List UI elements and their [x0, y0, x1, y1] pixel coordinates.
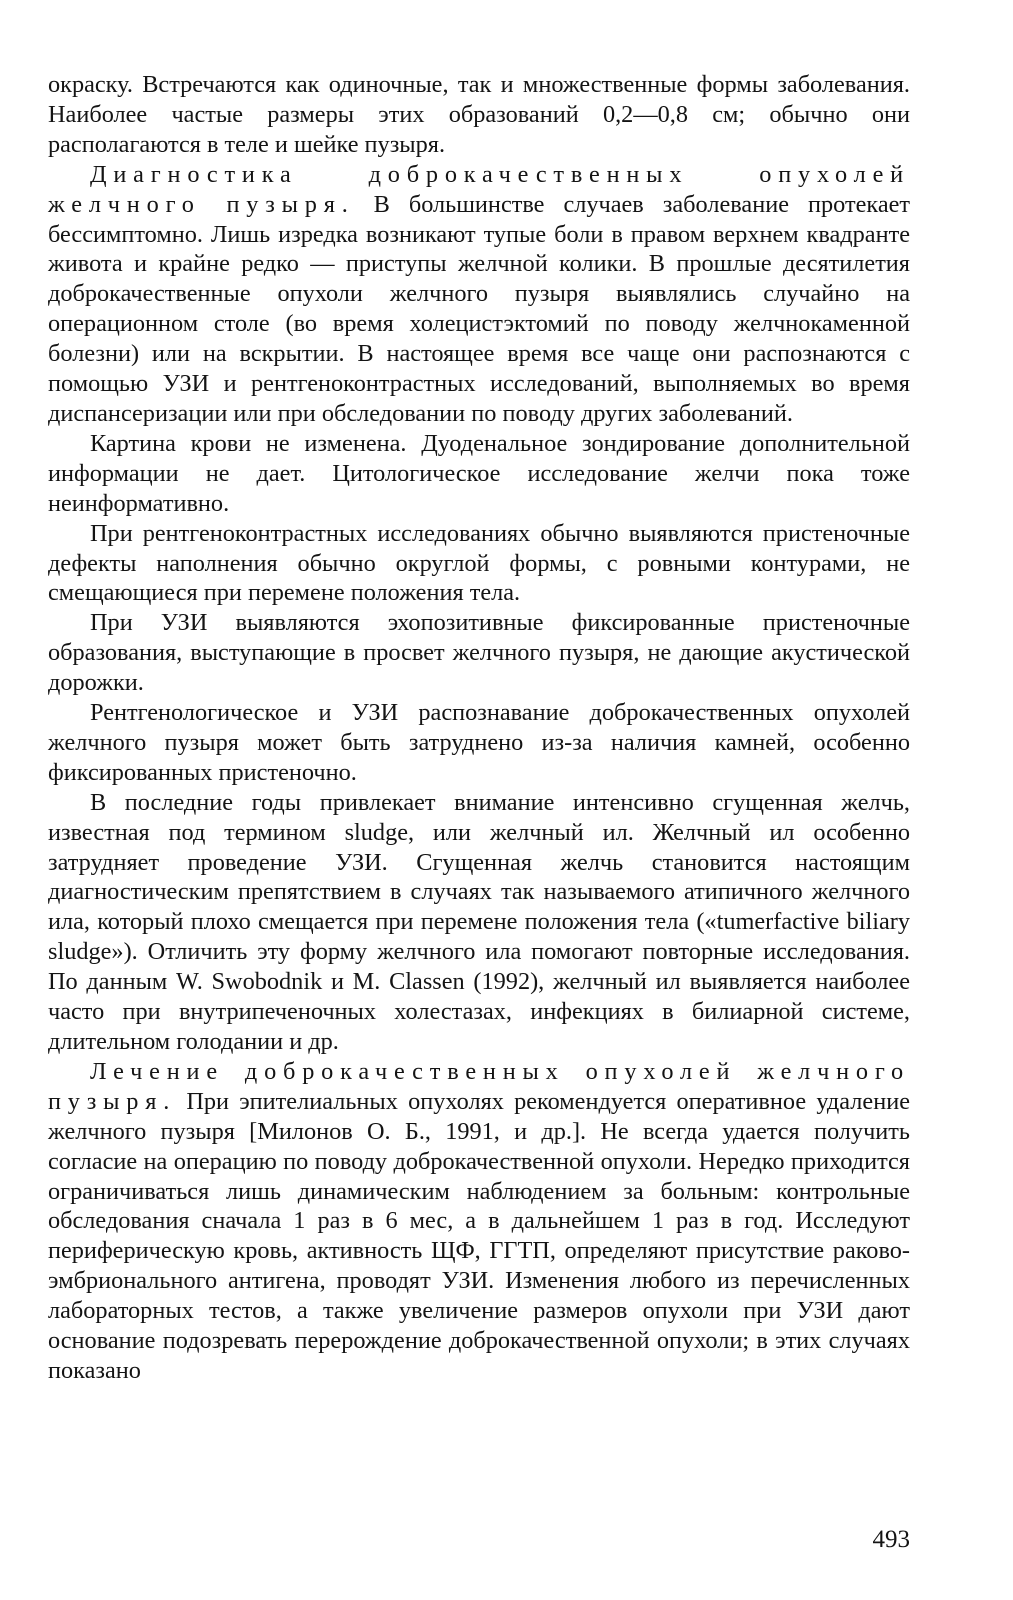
paragraph-text: При УЗИ выявляются эхопозитивные фиксированные пристеночные образования, выступающие в просвет желчного пузыря, не дающие акустической дорожки. — [48, 609, 910, 697]
paragraph-xray — [48, 519, 910, 609]
paragraph-text: При эпителиальных опухолях рекомендуется оперативное удаление желчного пузыря [Милонов О. Б., 1991, и др.]. Не всегда удается получить согласие на операцию по поводу доброкачественной опухоли. Нередко приходится ограничиваться лишь динамическим наблюдением за больным: контрольные обследования сначала 1 раз в 6 мес, а в дальнейшем 1 раз в год. Исследуют периферическую кровь, активность ЩФ, ГГТП, определяют присутствие раково-эмбрионального антигена, проводят УЗИ. Изменения любого из перечисленных лабораторных тестов, а также увеличение размеров опухоли при УЗИ дают основание подозревать перерождение доброкачественной опухоли; в этих случаях показано — [48, 1087, 910, 1384]
paragraph-ultrasound — [48, 608, 910, 698]
paragraph-text: Рентгенологическое и УЗИ распознавание доброкачественных опухолей желчного пузыря может быть затруднено из-за наличия камней, особенно фиксированных пристеночно. — [48, 699, 910, 786]
paragraph-blood — [48, 429, 910, 519]
paragraph-text: окраску. Встречаются как одиночные, так и множественные формы заболевания. Наиболее частые размеры этих образований 0,2—0,8 см; обычно они располагаются в теле и шейке пузыря. — [48, 71, 910, 158]
paragraph-text: Картина крови не изменена. Дуоденальное зондирование дополнительной информации не дает. Цитологическое исследование желчи пока тоже неинформативно. — [48, 429, 910, 517]
paragraph-text: В большинстве случаев заболевание протекает бессимптомно. Лишь изредка возникают тупые боли в правом верхнем квадранте живота и крайне редко — приступы желчной колики. В прошлые десятилетия доброкачественные опухоли желчного пузыря выявлялись случайно на операционном столе (во время холецистэктомий по поводу желчнокаменной болезни) или на вскрытии. В настоящее время все чаще они распознаются с помощью УЗИ и рентгеноконтрастных исследований, выполняемых во время диспансеризации или при обследовании по поводу других заболеваний. — [48, 190, 911, 427]
section-heading-diagnostics: Диагностика доброкачественных опухолей желчного пузыря. — [48, 160, 910, 218]
paragraph-text: При рентгеноконтрастных исследованиях обычно выявляются пристеночные дефекты наполнения обычно округлой формы, с ровными контурами, не смещающиеся при перемене положения тела. — [48, 519, 910, 607]
paragraph-continuation — [48, 70, 910, 160]
page-body — [48, 70, 910, 1386]
page-number: 493 — [872, 1526, 910, 1553]
paragraph-diagnostics — [48, 160, 910, 429]
paragraph-differential — [48, 698, 910, 788]
section-heading-treatment: Лечение доброкачественных опухолей желчного пузыря. — [48, 1057, 910, 1115]
paragraph-treatment — [48, 1057, 910, 1386]
paragraph-text: В последние годы привлекает внимание интенсивно сгущенная желчь, известная под термином sludge, или желчный ил. Желчный ил особенно затрудняет проведение УЗИ. Сгущенная желчь становится настоящим диагностическим препятствием в случаях так называемого атипичного желчного ила, который плохо смещается при перемене положения тела («tumerfactive biliary sludge»). Отличить эту форму желчного ила помогают повторные исследования. По данным W. Swobodnik и M. Classen (1992), желчный ил выявляется наиболее часто при внутрипеченочных холестазах, инфекциях в билиарной системе, длительном голодании и др. — [48, 788, 910, 1055]
paragraph-sludge — [48, 788, 910, 1057]
